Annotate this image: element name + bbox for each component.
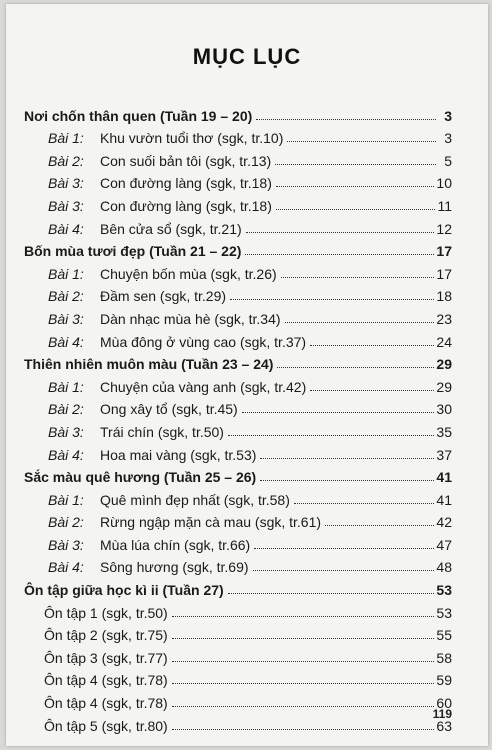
lesson-number: Bài 4: [48,333,84,350]
entry-page: 3 [444,130,452,147]
entry-page: 63 [436,717,452,734]
entry-page: 55 [436,627,452,644]
dot-leader [276,186,435,187]
entry-page: 53 [436,604,452,621]
toc-section [24,575,452,733]
toc-entry [24,259,452,282]
toc-entry [24,598,452,621]
lesson-number: Bài 3: [48,175,84,192]
entry-title: Ong xây tổ (sgk, tr.45) [100,401,238,418]
dot-leader [228,435,434,436]
entry-title: Con đường làng (sgk, tr.18) [100,197,272,214]
entry-title: Dàn nhạc mùa hè (sgk, tr.34) [100,310,281,327]
entry-page: 59 [436,672,452,689]
toc-section [24,463,452,576]
dot-leader [310,390,434,391]
toc-entry [24,553,452,576]
entry-title: Con suối bản tôi (sgk, tr.13) [100,152,272,169]
section-page: 29 [436,356,452,373]
section-title: Bốn mùa tươi đẹp (Tuần 21 – 22) [24,243,242,260]
lesson-number: Bài 2: [48,152,84,169]
lesson-number: Bài 2: [48,288,84,305]
book-page [6,4,488,746]
entry-title: Mùa lúa chín (sgk, tr.66) [100,536,251,553]
dot-leader [285,322,435,323]
lesson-number: Bài 4: [48,559,84,576]
section-title: Thiên nhiên muôn màu (Tuần 23 – 24) [24,356,274,373]
entry-page: 29 [436,378,452,395]
entry-page: 17 [436,265,452,282]
lesson-number: Bài 3: [48,197,84,214]
dot-leader [325,525,434,526]
entry-page: 58 [436,649,452,666]
toc-entry [24,508,452,531]
lesson-number: Bài 3: [48,310,84,327]
entry-title: Đầm sen (sgk, tr.29) [100,288,227,305]
dot-leader [260,480,434,481]
toc-entry [24,711,452,734]
dot-leader [172,616,435,617]
entry-page: 10 [436,175,452,192]
dot-leader [276,209,436,210]
toc-entry [24,530,452,553]
toc-section [24,350,452,463]
entry-title: Chuyện của vàng anh (sgk, tr.42) [100,378,307,395]
section-page: 41 [436,469,452,486]
toc-entry [24,282,452,305]
lesson-number: Bài 3: [48,536,84,553]
section-heading [24,463,452,486]
entry-title: Ôn tập 1 (sgk, tr.50) [44,604,168,621]
toc-entry [24,304,452,327]
toc-entry [24,485,452,508]
dot-leader [310,345,434,346]
toc-entry [24,643,452,666]
dot-leader [256,119,436,120]
table-of-contents [24,101,452,734]
section-heading [24,101,452,124]
entry-title: Ôn tập 2 (sgk, tr.75) [44,627,168,644]
toc-entry [24,666,452,689]
toc-entry [24,417,452,440]
dot-leader [172,638,435,639]
entry-page: 18 [436,288,452,305]
entry-page: 42 [436,514,452,531]
entry-page: 23 [436,310,452,327]
entry-title: Sông hương (sgk, tr.69) [100,559,249,576]
dot-leader [275,164,436,165]
entry-title: Con đường làng (sgk, tr.18) [100,175,272,192]
toc-section [24,101,452,237]
lesson-number: Bài 4: [48,220,84,237]
entry-title: Ôn tập 5 (sgk, tr.80) [44,717,168,734]
entry-title: Ôn tập 3 (sgk, tr.77) [44,649,168,666]
entry-page: 35 [436,423,452,440]
toc-entry [24,621,452,644]
dot-leader [230,299,434,300]
dot-leader [172,683,435,684]
dot-leader [277,367,434,368]
lesson-number: Bài 4: [48,446,84,463]
dot-leader [253,570,435,571]
dot-leader [246,232,435,233]
entry-title: Hoa mai vàng (sgk, tr.53) [100,446,257,463]
page-title: MỤC LỤC [192,44,302,69]
entry-title: Rừng ngập mặn cà mau (sgk, tr.61) [100,514,322,531]
dot-leader [228,593,435,594]
entry-page: 30 [436,401,452,418]
section-heading [24,350,452,373]
dot-leader [254,548,434,549]
section-page: 53 [436,582,452,599]
page-number: 119 [432,707,452,721]
toc-entry [24,191,452,214]
section-title: Nơi chốn thân quen (Tuần 19 – 20) [24,107,253,124]
entry-title: Ôn tập 4 (sgk, tr.78) [44,672,168,689]
toc-entry [24,395,452,418]
lesson-number: Bài 1: [48,130,84,147]
toc-entry [24,372,452,395]
entry-page: 12 [436,220,452,237]
toc-section [24,237,452,350]
section-page: 17 [436,243,452,260]
dot-leader [242,412,435,413]
lesson-number: Bài 1: [48,491,84,508]
entry-title: Bên cửa sổ (sgk, tr.21) [100,220,242,237]
toc-entry [24,688,452,711]
entry-page: 5 [444,152,452,169]
dot-leader [245,254,434,255]
entry-page: 11 [437,197,452,214]
entry-page: 37 [436,446,452,463]
entry-title: Trái chín (sgk, tr.50) [100,423,224,440]
entry-page: 48 [436,559,452,576]
dot-leader [172,661,435,662]
toc-entry [24,124,452,147]
dot-leader [260,458,434,459]
lesson-number: Bài 2: [48,514,84,531]
entry-page: 24 [436,333,452,350]
entry-page: 47 [436,536,452,553]
lesson-number: Bài 1: [48,378,84,395]
entry-page: 60 [436,695,452,712]
section-title: Sắc màu quê hương (Tuần 25 – 26) [24,469,257,486]
entry-title: Chuyện bốn mùa (sgk, tr.26) [100,265,277,282]
section-title: Ôn tập giữa học kì ii (Tuần 27) [24,582,224,599]
lesson-number: Bài 2: [48,401,84,418]
dot-leader [172,706,435,707]
toc-entry [24,146,452,169]
section-heading [24,575,452,598]
entry-title: Quê mình đẹp nhất (sgk, tr.58) [100,491,290,508]
toc-entry [24,440,452,463]
dot-leader [287,141,436,142]
toc-entry [24,214,452,237]
toc-entry [24,327,452,350]
entry-title: Khu vườn tuổi thơ (sgk, tr.10) [100,130,284,147]
section-page: 3 [444,107,452,124]
toc-entry [24,169,452,192]
dot-leader [172,729,435,730]
entry-title: Ôn tập 4 (sgk, tr.78) [44,695,168,712]
section-heading [24,237,452,260]
lesson-number: Bài 3: [48,423,84,440]
dot-leader [294,503,435,504]
lesson-number: Bài 1: [48,265,84,282]
entry-page: 41 [436,491,452,508]
dot-leader [281,277,435,278]
entry-title: Mùa đông ở vùng cao (sgk, tr.37) [100,333,307,350]
